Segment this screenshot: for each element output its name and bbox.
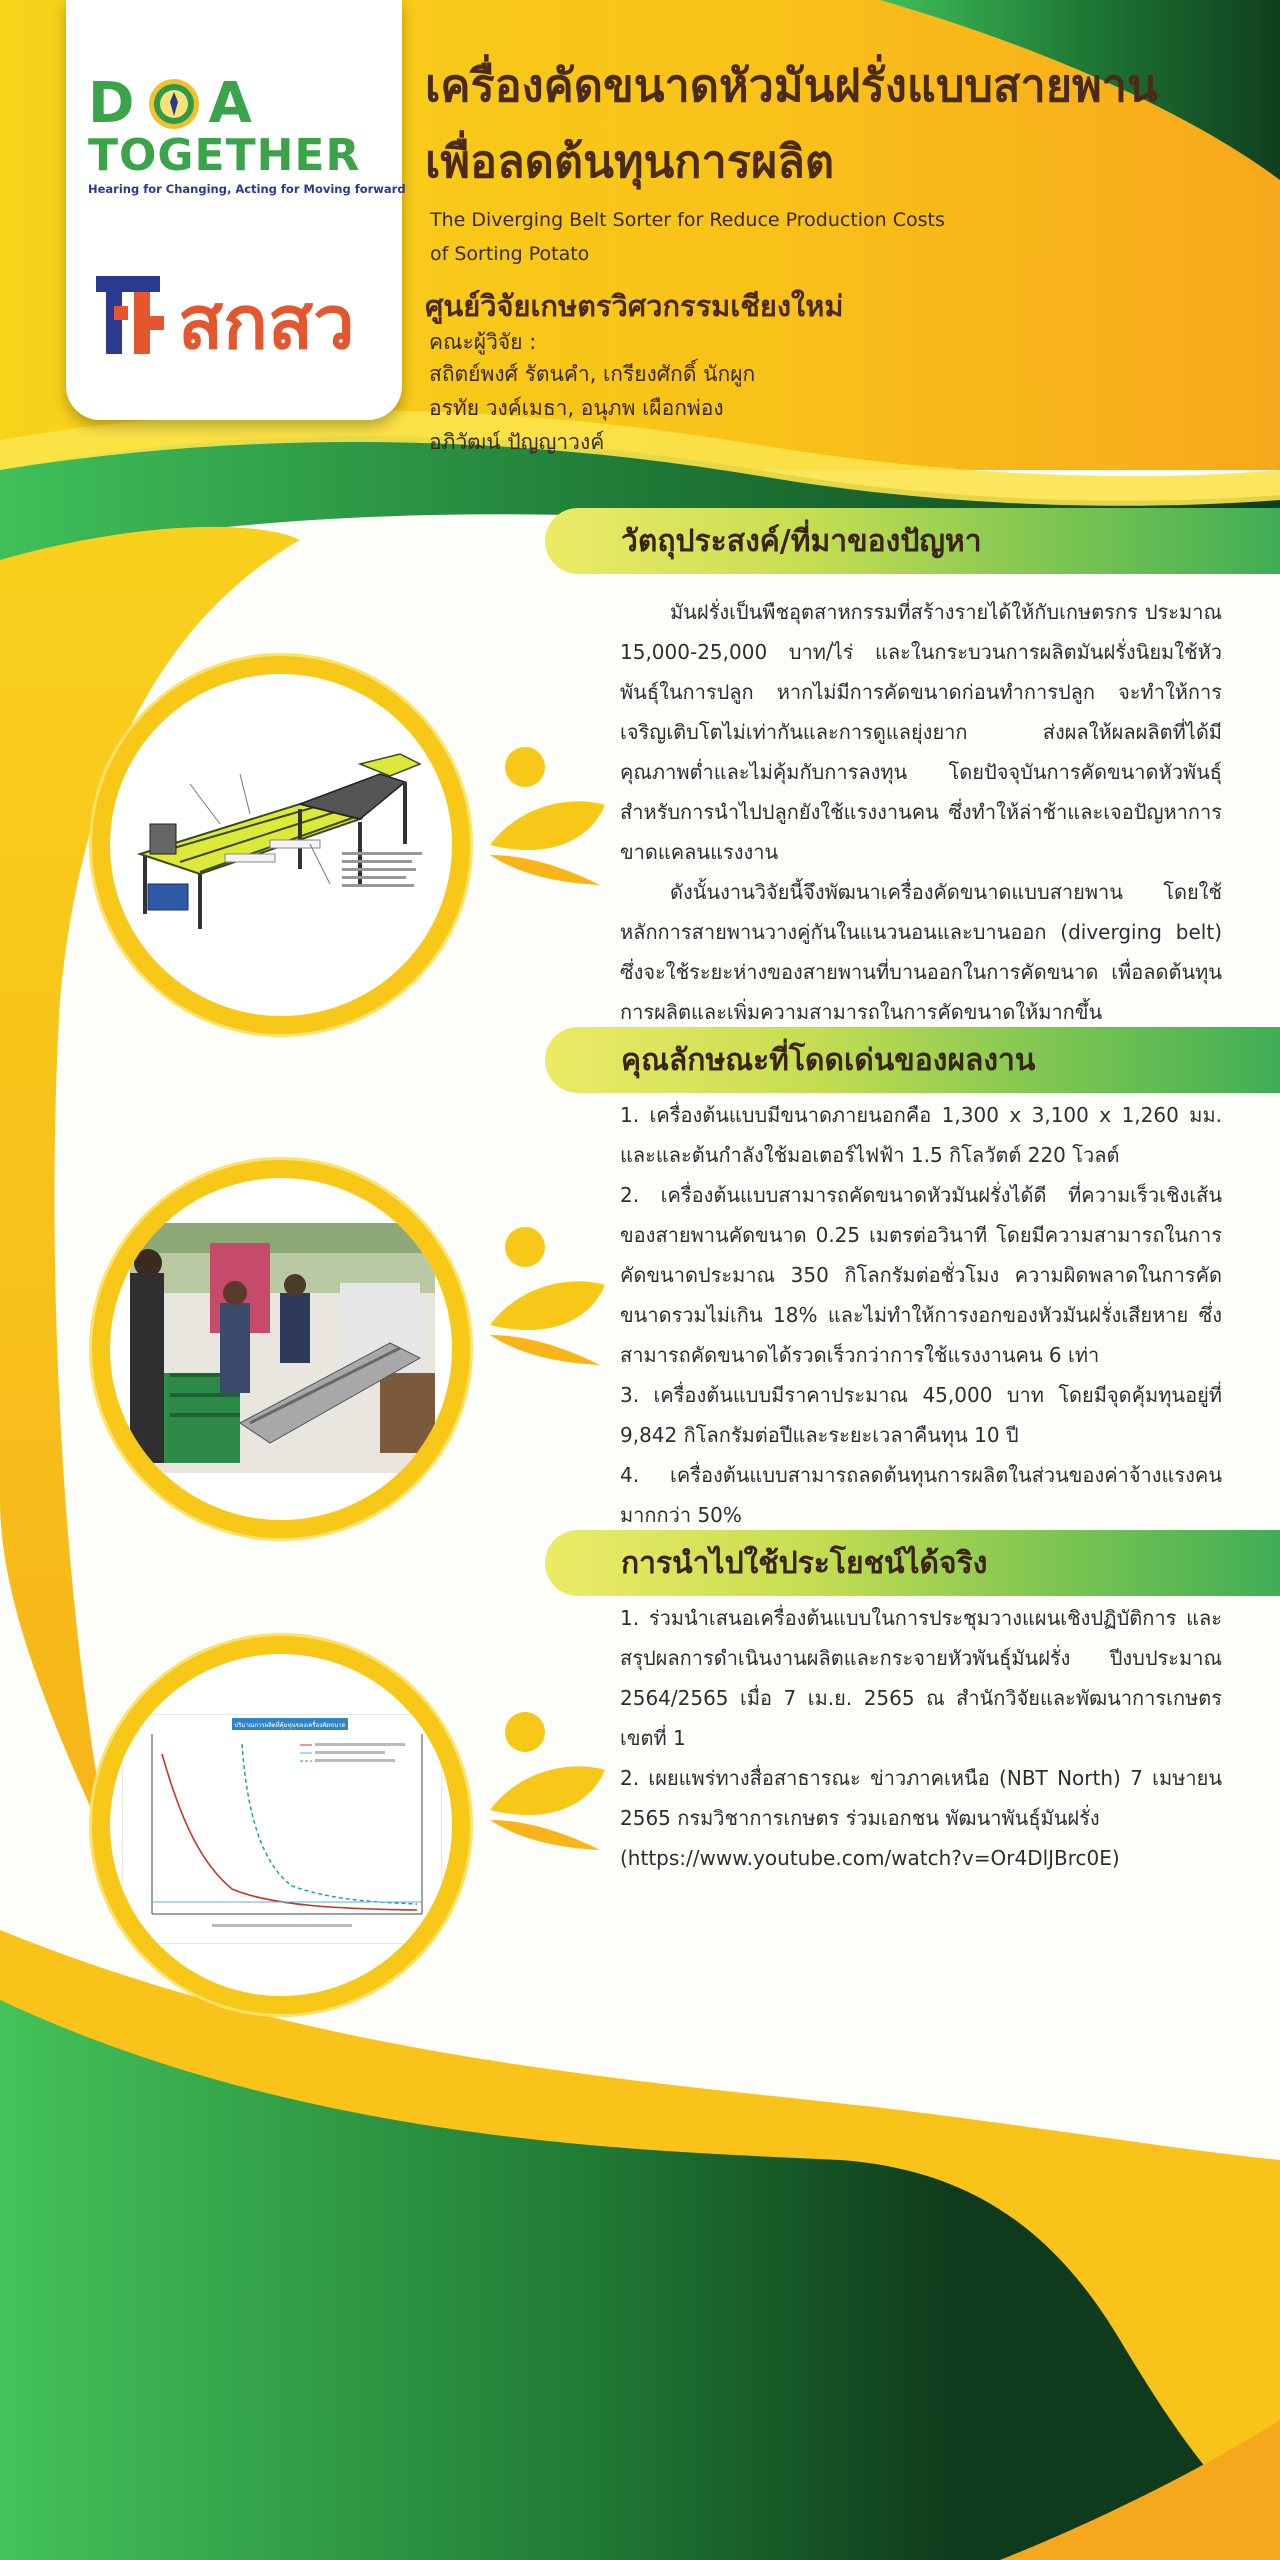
application-item-2: 2. เผยแพร่ทางสื่อสาธารณะ ข่าวภาคเหนือ (NBT North) 7 เมษายน 2565 กรมวิชาการเกษตร ร่วมเอกชน พัฒนาพันธุ์มันฝรั่ง xyxy=(620,1766,1222,1830)
doa-logo xyxy=(88,71,406,196)
section-objective-body xyxy=(620,592,1222,1032)
title-english-line1: The Diverging Belt Sorter for Reduce Production Costs xyxy=(430,209,945,231)
section-features-body xyxy=(620,1095,1222,1535)
feature-item-1: 1. เครื่องต้นแบบมีขนาดภายนอกคือ 1,300 x 3,100 x 1,260 มม. และและต้นกำลังใช้มอเตอร์ไฟฟ้า 1.5 กิโลวัตต์ 220 โวลต์ xyxy=(620,1103,1222,1167)
section-features-heading xyxy=(545,1027,1280,1093)
section-objective-title: วัตถุประสงค์/ที่มาของปัญหา xyxy=(621,524,982,559)
logo-card xyxy=(66,0,406,420)
break-even-chart-image xyxy=(92,1636,470,2014)
doa-letter-a: A xyxy=(208,71,258,136)
section-application-heading xyxy=(545,1530,1280,1596)
section-application-body xyxy=(620,1598,1222,1878)
section-features-title: คุณลักษณะที่โดดเด่นของผลงาน xyxy=(621,1043,1036,1078)
leaf-decoration-1 xyxy=(480,735,610,885)
tsri-logo xyxy=(90,262,390,362)
team-label: คณะผู้วิจัย : xyxy=(429,330,537,354)
doa-seal-icon xyxy=(148,78,200,130)
team-line-2: อรทัย วงค์เมธา, อนุภพ เผือกพ่อง xyxy=(429,396,724,420)
feature-item-4: 4. เครื่องต้นแบบสามารถลดต้นทุนการผลิตในส่วนของค่าจ้างแรงคนมากกว่า 50% xyxy=(620,1463,1222,1527)
section-objective-heading xyxy=(545,508,1280,574)
tsri-logo-text: สกสว xyxy=(178,280,355,362)
sorter-machine-illustration xyxy=(130,744,430,944)
title-thai-line1: เครื่องคัดขนาดหัวมันฝรั่งแบบสายพาน xyxy=(425,59,1158,112)
machine-drawing-image xyxy=(92,656,470,1034)
feature-item-2: 2. เครื่องต้นแบบสามารถคัดขนาดหัวมันฝรั่งได้ดี ที่ความเร็วเชิงเส้นของสายพานคัดขนาด 0.25 เมตรต่อวินาที โดยมีความสามารถในการคัดขนาดประมาณ 350 กิโลกรัมต่อชั่วโมง ความผิดพลาดในการคัดขนาดรวมไม่เกิน 18% และไม่ทำให้การงอกของหัวมันฝรั่งเสียหาย ซึ่งสามารถคัดขนาดได้รวดเร็วกว่าการใช้แรงงานคน 6 เท่า xyxy=(620,1183,1222,1367)
doa-tagline: Hearing for Changing, Acting for Moving forward xyxy=(88,182,406,196)
application-item-1: 1. ร่วมนำเสนอเครื่องต้นแบบในการประชุมวางแผนเชิงปฏิบัติการ และสรุปผลการดำเนินงานผลิตและกระจายหัวพันธุ์มันฝรั่ง ปีงบประมาณ 2564/2565 เมื่อ 7 เม.ย. 2565 ณ สำนักวิจัยและพัฒนาการเกษตร เขตที่ 1 xyxy=(620,1606,1222,1750)
title-thai-line2: เพื่อลดต้นทุนการผลิต xyxy=(425,135,835,188)
section-application-title: การนำไปใช้ประโยชน์ได้จริง xyxy=(621,1546,988,1581)
research-center: ศูนย์วิจัยเกษตรวิศวกรรมเชียงใหม่ xyxy=(425,289,844,323)
doa-together: TOGETHER xyxy=(88,130,361,181)
field-test-photo xyxy=(92,1160,470,1538)
title-english-line2: of Sorting Potato xyxy=(430,243,590,265)
objective-paragraph-1: มันฝรั่งเป็นพืชอุตสาหกรรมที่สร้างรายได้ให้กับเกษตรกร ประมาณ 15,000-25,000 บาท/ไร่ และในกระบวนการผลิตมันฝรั่งนิยมใช้หัวพันธุ์ในการปลูก หากไม่มีการคัดขนาดก่อนทำการปลูก จะทำให้การเจริญเติบโตไม่เท่ากันและการดูแลยุ่งยาก ส่งผลให้ผลผลิตที่ได้มีคุณภาพต่ำและไม่คุ้มกับการลงทุน โดยปัจจุบันการคัดขนาดหัวพันธุ์สำหรับการนำไปปลูกยังใช้แรงงานคน ซึ่งทำให้ล่าช้าและเจอปัญหาการขาดแคลนแรงงาน xyxy=(620,600,1222,864)
break-even-chart-thumbnail xyxy=(122,1714,442,1944)
team-line-1: สถิตย์พงศ์ รัตนคำ, เกรียงศักดิ์ นักผูก xyxy=(429,362,756,386)
title-english xyxy=(430,203,945,271)
doa-letter-d: D xyxy=(88,71,141,136)
feature-item-3: 3. เครื่องต้นแบบมีราคาประมาณ 45,000 บาท โดยมีจุดคุ้มทุนอยู่ที่ 9,842 กิโลกรัมต่อปีและระยะเวลาคืนทุน 10 ปี xyxy=(620,1383,1222,1447)
leaf-decoration-2 xyxy=(480,1215,610,1365)
application-link[interactable]: (https://www.youtube.com/watch?v=Or4DlJBrc0E) xyxy=(620,1846,1120,1870)
leaf-decoration-3 xyxy=(480,1700,610,1850)
team-members xyxy=(429,357,755,459)
objective-paragraph-2: ดังนั้นงานวิจัยนี้จึงพัฒนาเครื่องคัดขนาดแบบสายพาน โดยใช้หลักการสายพานวางคู่กันในแนวนอนและบานออก (diverging belt) ซึ่งจะใช้ระยะห่างของสายพานที่บานออกในการคัดขนาด เพื่อลดต้นทุนการผลิตและเพิ่มความสามารถในการคัดขนาดให้มากขึ้น xyxy=(620,880,1222,1024)
team-line-3: อภิวัฒน์ ปัญญาวงค์ xyxy=(429,430,605,454)
title-thai xyxy=(425,48,1158,200)
chart-thumb-title: ปริมาณการผลิตที่คุ้มทุนของเครื่องคัดขนาด xyxy=(234,1722,346,1729)
field-test-photo-illustration xyxy=(130,1223,435,1473)
